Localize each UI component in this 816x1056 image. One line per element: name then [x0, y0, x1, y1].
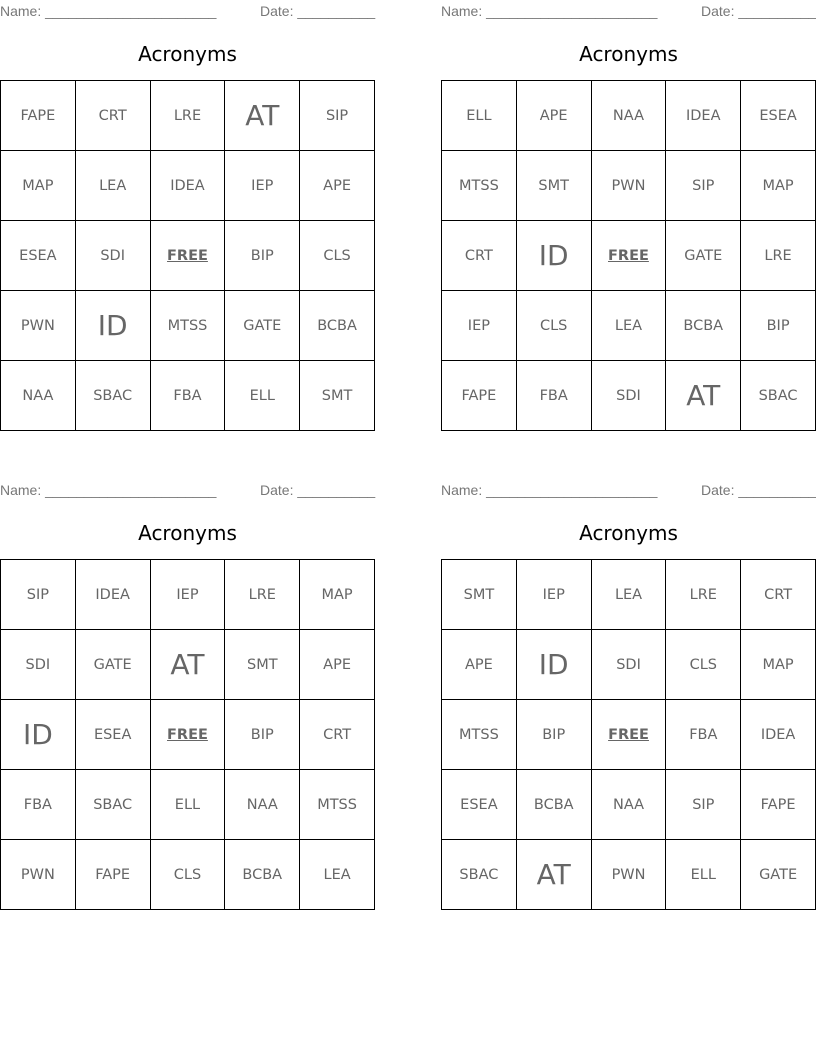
bingo-cell: PWN	[591, 840, 666, 910]
grid-row	[442, 700, 816, 770]
grid-row	[1, 361, 375, 431]
bingo-cell: SMT	[225, 630, 300, 700]
bingo-cell: GATE	[75, 630, 150, 700]
bingo-cell: NAA	[591, 81, 666, 151]
bingo-cell: AT	[516, 840, 591, 910]
bingo-cell: APE	[300, 151, 375, 221]
grid-row	[1, 840, 375, 910]
bingo-cell: AT	[666, 361, 741, 431]
bingo-cell: MAP	[300, 560, 375, 630]
date-field[interactable]: Date: __________	[260, 482, 376, 498]
bingo-cell: SMT	[300, 361, 375, 431]
bingo-grid	[0, 559, 375, 910]
grid-row	[442, 361, 816, 431]
bingo-cell: FAPE	[75, 840, 150, 910]
card-title: Acronyms	[138, 521, 237, 545]
bingo-cell: IDEA	[741, 700, 816, 770]
bingo-cell: LRE	[150, 81, 225, 151]
card-title: Acronyms	[579, 42, 678, 66]
bingo-cell: ESEA	[75, 700, 150, 770]
bingo-cell: SBAC	[741, 361, 816, 431]
bingo-cell: LEA	[591, 291, 666, 361]
bingo-cell: IEP	[225, 151, 300, 221]
bingo-cell: ELL	[150, 770, 225, 840]
bingo-cell: PWN	[1, 840, 76, 910]
free-space: FREE	[150, 221, 225, 291]
bingo-cell: CRT	[300, 700, 375, 770]
bingo-cell: CRT	[741, 560, 816, 630]
bingo-cell: ESEA	[442, 770, 517, 840]
grid-row	[442, 630, 816, 700]
bingo-cell: FAPE	[1, 81, 76, 151]
bingo-cell: FBA	[516, 361, 591, 431]
bingo-cell: NAA	[591, 770, 666, 840]
bingo-cell: ELL	[666, 840, 741, 910]
bingo-cell: BCBA	[516, 770, 591, 840]
bingo-cell: PWN	[591, 151, 666, 221]
name-field[interactable]: Name: ______________________	[0, 3, 217, 19]
bingo-cell: MAP	[741, 630, 816, 700]
name-date-line	[0, 3, 375, 19]
bingo-cell: ID	[1, 700, 76, 770]
bingo-cell: MTSS	[442, 151, 517, 221]
bingo-cell: ID	[75, 291, 150, 361]
bingo-cell: FAPE	[741, 770, 816, 840]
grid-row	[1, 700, 375, 770]
date-field[interactable]: Date: __________	[260, 3, 376, 19]
bingo-cell: CLS	[666, 630, 741, 700]
bingo-cell: SIP	[666, 770, 741, 840]
bingo-cell: CLS	[300, 221, 375, 291]
bingo-cell: ESEA	[741, 81, 816, 151]
bingo-cell: FBA	[666, 700, 741, 770]
bingo-cell: ID	[516, 630, 591, 700]
grid-row	[442, 770, 816, 840]
grid-row	[1, 770, 375, 840]
bingo-cell: BCBA	[300, 291, 375, 361]
bingo-cell: CLS	[516, 291, 591, 361]
bingo-cell: IDEA	[150, 151, 225, 221]
grid-row	[1, 630, 375, 700]
bingo-cell: BIP	[516, 700, 591, 770]
grid-row	[442, 151, 816, 221]
bingo-cell: ELL	[442, 81, 517, 151]
bingo-cell: MAP	[1, 151, 76, 221]
name-field[interactable]: Name: ______________________	[441, 482, 658, 498]
bingo-cell: NAA	[1, 361, 76, 431]
grid-row	[1, 560, 375, 630]
bingo-cell: FBA	[1, 770, 76, 840]
bingo-cell: BCBA	[225, 840, 300, 910]
free-space: FREE	[591, 221, 666, 291]
card-title: Acronyms	[138, 42, 237, 66]
bingo-cell: MTSS	[442, 700, 517, 770]
bingo-cell: BIP	[225, 700, 300, 770]
date-field[interactable]: Date: __________	[701, 482, 816, 498]
bingo-cell: APE	[516, 81, 591, 151]
free-space: FREE	[150, 700, 225, 770]
bingo-cell: ID	[516, 221, 591, 291]
grid-row	[1, 221, 375, 291]
bingo-cell: SIP	[300, 81, 375, 151]
bingo-cell: PWN	[1, 291, 76, 361]
bingo-grid	[441, 559, 816, 910]
bingo-cell: SDI	[1, 630, 76, 700]
name-date-line	[441, 3, 816, 19]
bingo-cell: ESEA	[1, 221, 76, 291]
bingo-grid	[441, 80, 816, 431]
bingo-cell: LEA	[75, 151, 150, 221]
bingo-cell: IEP	[442, 291, 517, 361]
grid-row	[1, 81, 375, 151]
bingo-cell: SBAC	[442, 840, 517, 910]
bingo-cell: IEP	[516, 560, 591, 630]
bingo-cell: LRE	[666, 560, 741, 630]
bingo-cell: IDEA	[666, 81, 741, 151]
bingo-cell: MTSS	[150, 291, 225, 361]
free-space: FREE	[591, 700, 666, 770]
bingo-cell: LRE	[741, 221, 816, 291]
bingo-grid	[0, 80, 375, 431]
bingo-cell: APE	[442, 630, 517, 700]
bingo-cell: CLS	[150, 840, 225, 910]
grid-row	[442, 81, 816, 151]
bingo-cell: BIP	[741, 291, 816, 361]
bingo-cell: SIP	[1, 560, 76, 630]
name-date-line	[441, 482, 816, 498]
bingo-cell: GATE	[225, 291, 300, 361]
grid-row	[442, 221, 816, 291]
bingo-cell: CRT	[442, 221, 517, 291]
bingo-cell: IDEA	[75, 560, 150, 630]
grid-row	[1, 291, 375, 361]
bingo-cell: SDI	[591, 630, 666, 700]
bingo-cell: SBAC	[75, 361, 150, 431]
grid-row	[1, 151, 375, 221]
bingo-cell: SIP	[666, 151, 741, 221]
bingo-cell: NAA	[225, 770, 300, 840]
name-date-line	[0, 482, 375, 498]
bingo-cell: GATE	[666, 221, 741, 291]
card-title: Acronyms	[579, 521, 678, 545]
bingo-cell: FBA	[150, 361, 225, 431]
grid-row	[442, 560, 816, 630]
bingo-cell: LEA	[591, 560, 666, 630]
bingo-cell: IEP	[150, 560, 225, 630]
bingo-cell: SDI	[591, 361, 666, 431]
grid-row	[442, 291, 816, 361]
bingo-cell: SMT	[442, 560, 517, 630]
name-field[interactable]: Name: ______________________	[0, 482, 217, 498]
date-field[interactable]: Date: __________	[701, 3, 816, 19]
bingo-cell: LEA	[300, 840, 375, 910]
bingo-cell: AT	[225, 81, 300, 151]
grid-row	[442, 840, 816, 910]
bingo-cell: SBAC	[75, 770, 150, 840]
bingo-cell: BIP	[225, 221, 300, 291]
name-field[interactable]: Name: ______________________	[441, 3, 658, 19]
bingo-cell: SMT	[516, 151, 591, 221]
bingo-cell: APE	[300, 630, 375, 700]
bingo-cell: MAP	[741, 151, 816, 221]
bingo-cell: CRT	[75, 81, 150, 151]
bingo-cell: FAPE	[442, 361, 517, 431]
bingo-cell: SDI	[75, 221, 150, 291]
bingo-cell: ELL	[225, 361, 300, 431]
bingo-cell: BCBA	[666, 291, 741, 361]
bingo-cell: GATE	[741, 840, 816, 910]
bingo-cell: AT	[150, 630, 225, 700]
bingo-cell: MTSS	[300, 770, 375, 840]
bingo-cell: LRE	[225, 560, 300, 630]
